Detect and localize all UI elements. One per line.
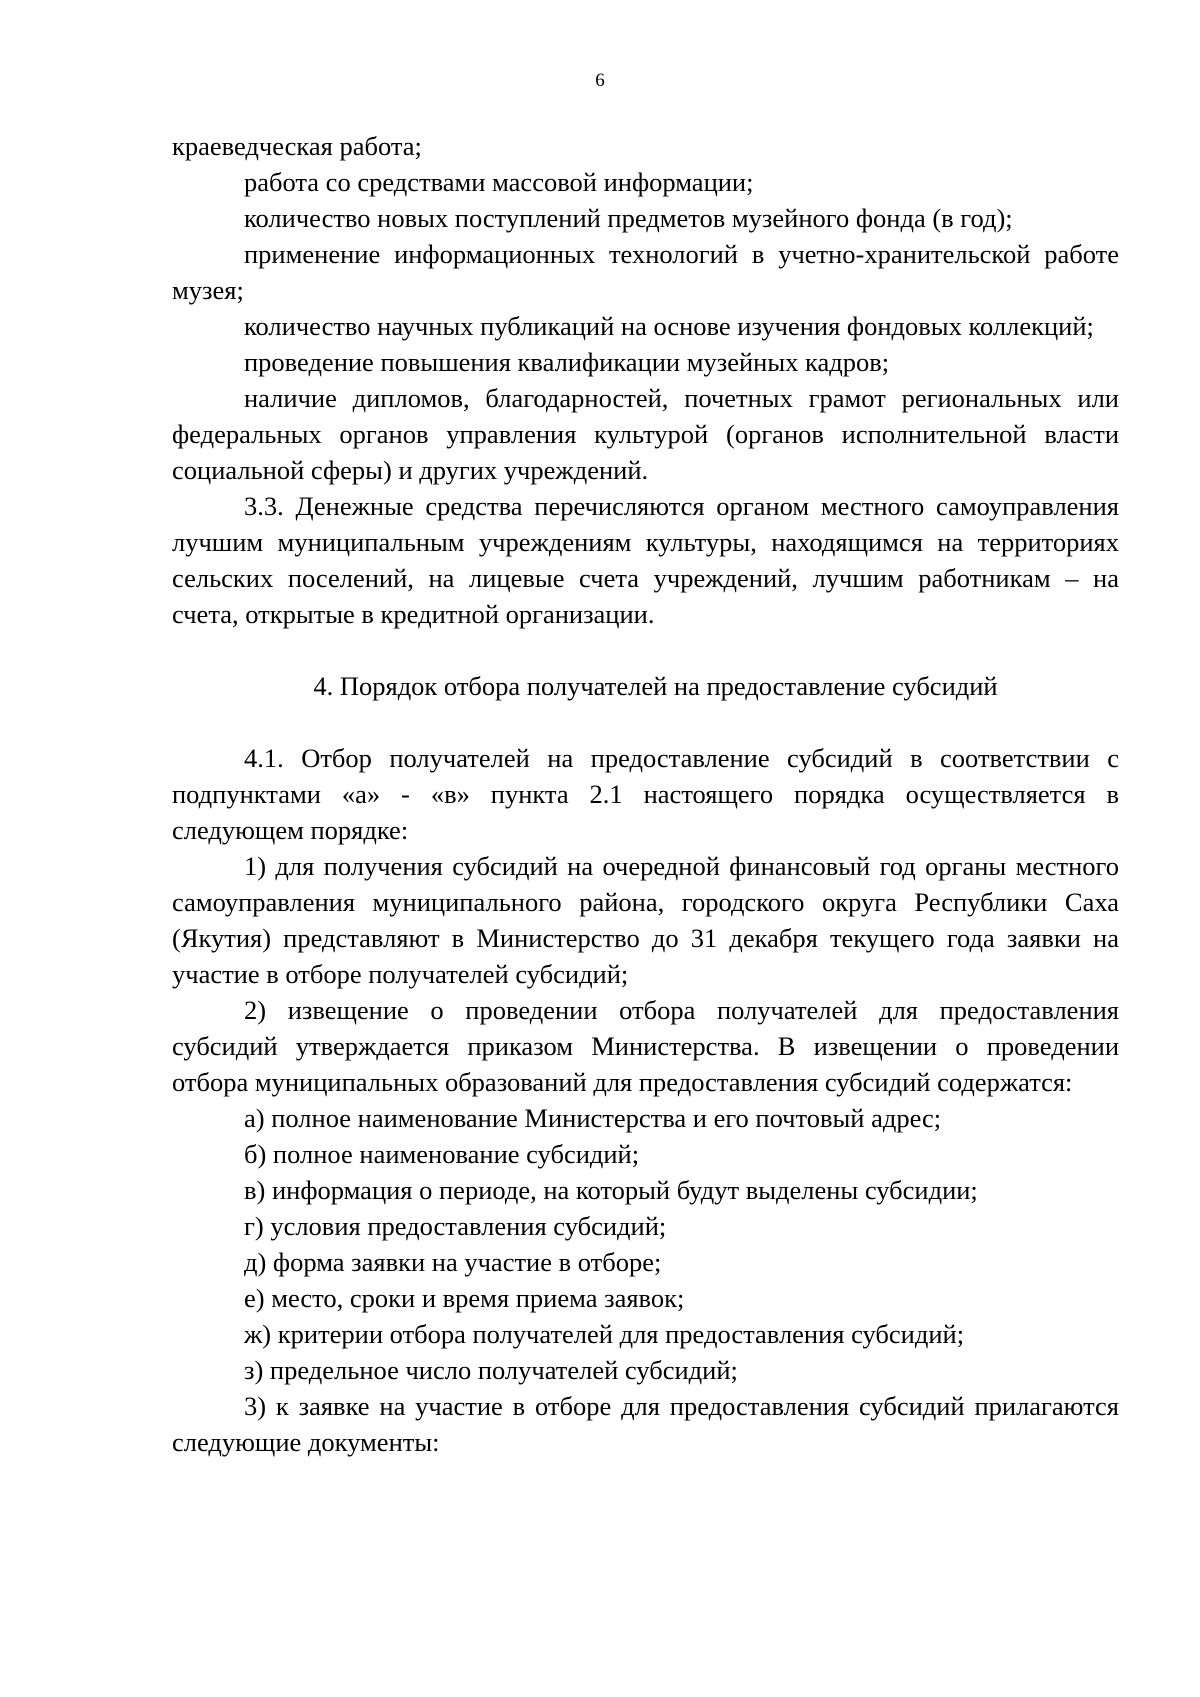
paragraph-text: проведение повышения квалификации музейных кадров; [244,347,890,377]
list-item: в) информация о периоде, на который будут выделены субсидии; [244,1175,978,1205]
list-item: а) полное наименование Министерства и его почтовый адрес; [244,1103,942,1133]
list-item: з) предельное число получателей субсидий; [244,1355,738,1385]
paragraph-text: работа со средствами массовой информации; [244,167,754,197]
paragraph-text: наличие дипломов, благодарностей, почетных грамот региональных или федеральных органов управления культурой (органов исполнительной власти социальной сферы) и других учреждений. [172,383,1119,485]
paragraph-text: 2) извещение о проведении отбора получателей для предоставления субсидий утверждается приказом Министерства. В извещении о проведении отбора муниципальных образований для предоставления субсидий содержатся: [172,995,1119,1097]
list-item: е) место, сроки и время приема заявок; [244,1283,685,1313]
paragraph-text: 3) к заявке на участие в отборе для предоставления субсидий прилагаются следующие документы: [172,1391,1119,1457]
list-item: г) условия предоставления субсидий; [244,1211,667,1241]
paragraph-text: количество новых поступлений предметов музейного фонда (в год); [244,203,1013,233]
list-item: б) полное наименование субсидий; [244,1139,640,1169]
paragraph-text: количество научных публикаций на основе изучения фондовых коллекций; [244,311,1094,341]
spacer [172,704,1119,740]
page-number: 6 [595,70,605,91]
paragraph-text: 3.3. Денежные средства перечисляются органом местного самоуправления лучшим муниципальным учреждениям культуры, находящимся на территориях сельских поселений, на лицевые счета учреждений, лучшим работникам – на счета, открытые в кредитной организации. [172,491,1119,629]
list-item: ж) критерии отбора получателей для предоставления субсидий; [244,1319,965,1349]
paragraph-text: 4.1. Отбор получателей на предоставление субсидий в соответствии с подпунктами «а» - «в» пункта 2.1 настоящего порядка осуществляется в следующем порядке: [172,743,1119,845]
paragraph-text: 1) для получения субсидий на очередной финансовый год органы местного самоуправления муниципального района, городского округа Республики Саха (Якутия) представляют в Министерство до 31 декабря текущего года заявки на участие в отборе получателей субсидий; [172,851,1119,989]
document-body [172,128,1119,1460]
paragraph-text: применение информационных технологий в учетно-хранительской работе музея; [172,239,1119,305]
list-item: д) форма заявки на участие в отборе; [244,1247,662,1277]
spacer [172,632,1119,668]
paragraph-text: краеведческая работа; [172,131,422,161]
section-heading: 4. Порядок отбора получателей на предоставление субсидий [313,671,998,701]
